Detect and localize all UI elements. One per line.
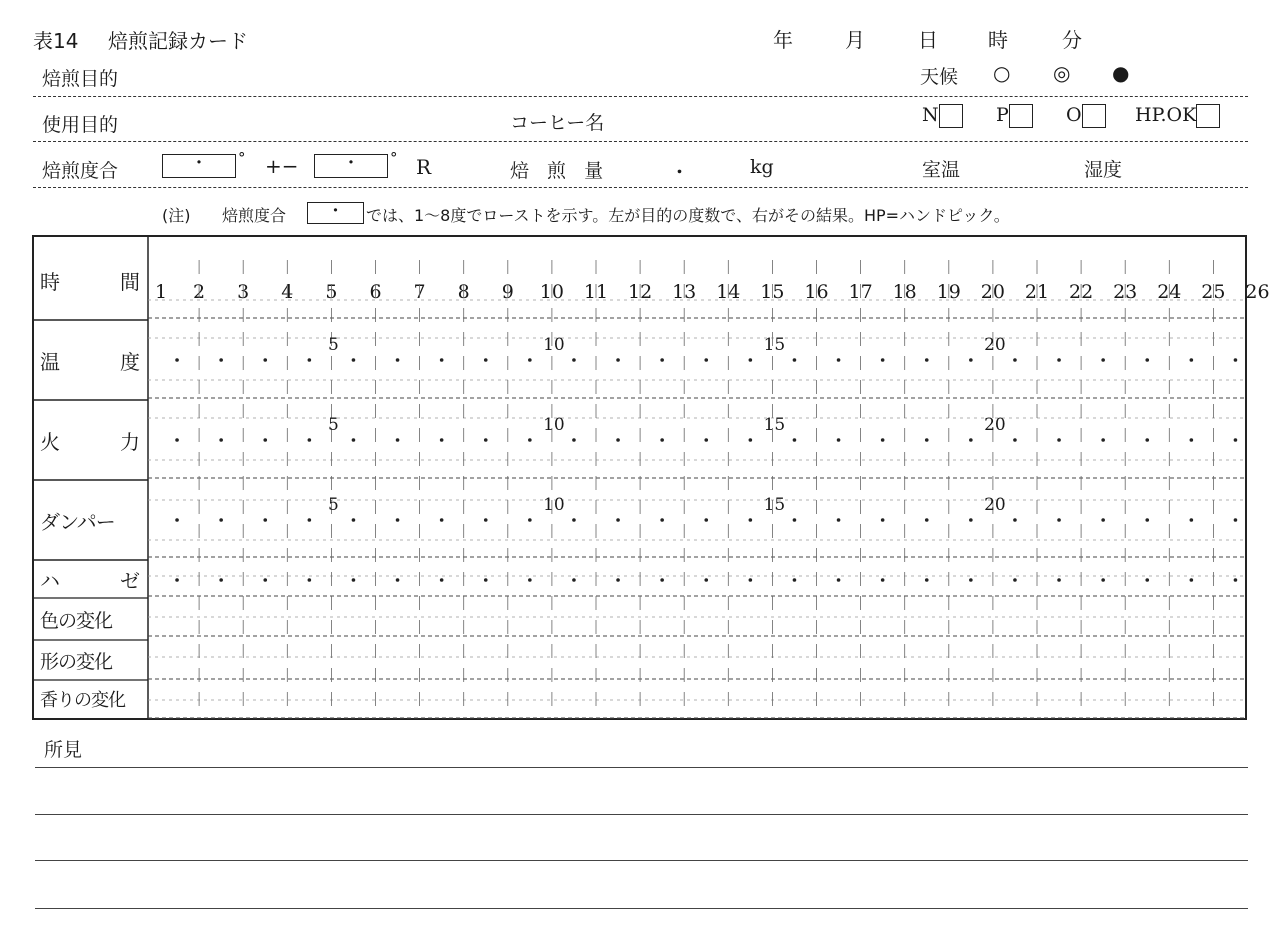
dot-guide-damper [263,518,267,522]
time-tick-label: 1 [155,281,168,303]
findings-label: 所見 [44,739,83,761]
dot-guide-temperature [528,358,532,362]
dot-guide-haze [969,578,973,582]
dot-guide-haze [1101,578,1105,582]
row-marker-label: 15 [763,495,786,515]
dot-guide-temperature [925,358,929,362]
weather-label: 天候 [920,66,959,88]
row-label-time-b: 間 [120,269,140,294]
note-text: では、1〜8度でローストを示す。左が目的の度数で、右がその結果。HP=ハンドピック。 [366,206,1010,225]
dot-guide-damper [749,518,753,522]
dot-guide-heat [440,438,444,442]
dot-guide-temperature [881,358,885,362]
note-example-box: ・ [307,202,364,224]
time-tick-label: 25 [1201,281,1226,303]
roast-degree-label: 焙煎度合 [42,160,119,182]
dot-guide-haze [1057,578,1061,582]
row-marker-label: 5 [327,335,339,355]
amount-decimal-dot: . [676,154,683,178]
time-tick-label: 6 [369,281,382,303]
time-tick-label: 15 [760,281,785,303]
degree-mark-1: ° [238,149,246,167]
checkbox-hp-ok-label: HP.OK [1135,104,1197,126]
coffee-name-label: コーヒー名 [510,112,605,134]
dot-guide-heat [308,438,312,442]
time-tick-label: 22 [1069,281,1094,303]
dot-guide-damper [440,518,444,522]
row-label-time-a: 時 [40,269,60,294]
row-label-temperature-a: 温 [40,349,60,374]
minute-label: 分 [1062,28,1082,52]
row-label-heat-a: 火 [40,429,60,454]
dot-guide-damper [793,518,797,522]
time-tick-label: 20 [980,281,1005,303]
time-tick-label: 21 [1024,281,1050,303]
dot-guide-temperature [749,358,753,362]
row-marker-label: 20 [984,415,1006,435]
dot-guide-temperature [1101,358,1105,362]
dot-guide-heat [969,438,973,442]
dot-guide-damper [925,518,929,522]
dot-guide-damper [1057,518,1061,522]
dot-guide-damper [1234,518,1238,522]
dot-guide-haze [572,578,576,582]
time-tick-label: 10 [539,281,564,303]
dot-guide-haze [484,578,488,582]
time-tick-label: 16 [804,281,829,303]
row-label-color-change-a: 色の変化 [40,609,113,632]
dot-guide-damper [352,518,356,522]
time-tick-label: 12 [628,281,653,303]
dot-guide-temperature [704,358,708,362]
dot-guide-haze [219,578,223,582]
dot-guide-haze [1145,578,1149,582]
time-tick-label: 2 [193,281,206,303]
degree-mark-2: ° [390,149,398,167]
r-label: R [416,155,432,179]
dot-guide-heat [484,438,488,442]
dot-guide-damper [308,518,312,522]
room-temp-label: 室温 [922,159,961,181]
row-marker-label: 10 [543,495,565,515]
dot-guide-temperature [263,358,267,362]
dot-guide-temperature [440,358,444,362]
dot-guide-heat [1234,438,1238,442]
dot-guide-haze [1190,578,1194,582]
dot-guide-haze [396,578,400,582]
roast-amount-label: 焙 煎 量 [510,160,610,182]
dot-guide-haze [308,578,312,582]
time-tick-label: 9 [501,281,514,303]
dot-guide-temperature [484,358,488,362]
dot-guide-haze [528,578,532,582]
dot-guide-heat [616,438,620,442]
dot-guide-damper [660,518,664,522]
dot-guide-haze [925,578,929,582]
row-marker-label: 10 [543,415,565,435]
dot-guide-temperature [1013,358,1017,362]
row-marker-label: 5 [327,415,339,435]
dot-guide-heat [219,438,223,442]
note-prefix: (注) [162,206,191,225]
weather-rain-icon[interactable]: ● [1112,61,1130,85]
result-degree-field[interactable]: ・ [314,154,388,178]
dot-guide-heat [837,438,841,442]
dot-guide-damper [837,518,841,522]
row-label-aroma-change-a: 香りの変化 [40,690,125,711]
roast-purpose-label: 焙煎目的 [42,68,119,90]
time-tick-label: 8 [457,281,470,303]
dot-guide-temperature [660,358,664,362]
row-marker-label: 10 [543,335,565,355]
dot-guide-heat [793,438,797,442]
findings-line-3[interactable] [35,860,1248,861]
dot-guide-temperature [793,358,797,362]
dot-guide-heat [925,438,929,442]
time-tick-label: 14 [716,281,741,303]
dot-guide-haze [660,578,664,582]
hour-label: 時 [988,28,1008,52]
time-tick-label: 19 [936,281,961,303]
time-tick-label: 7 [413,281,426,303]
year-label: 年 [773,28,793,52]
time-tick-label: 18 [892,281,917,303]
dot-guide-damper [396,518,400,522]
row-marker-label: 20 [984,335,1006,355]
card-title: 焙煎記録カード [108,29,248,53]
time-tick-label: 24 [1157,281,1182,303]
row-label-haze-b: ゼ [120,568,140,593]
dot-guide-haze [837,578,841,582]
findings-line-4[interactable] [35,908,1248,909]
findings-line-2[interactable] [35,814,1248,815]
dot-guide-haze [1013,578,1017,582]
dot-guide-temperature [837,358,841,362]
usage-purpose-label: 使用目的 [42,114,119,136]
time-tick-label: 26 [1245,281,1270,303]
dot-guide-temperature [1234,358,1238,362]
time-tick-label: 23 [1113,281,1138,303]
dot-guide-temperature [396,358,400,362]
dot-guide-heat [572,438,576,442]
dot-guide-heat [1145,438,1149,442]
dot-guide-haze [440,578,444,582]
dot-guide-heat [1057,438,1061,442]
dot-guide-haze [175,578,179,582]
dot-guide-heat [749,438,753,442]
row-label-damper-a: ダンパー [40,509,115,534]
dot-guide-damper [1145,518,1149,522]
dot-guide-temperature [175,358,179,362]
dot-guide-haze [881,578,885,582]
dot-guide-heat [1190,438,1194,442]
dot-guide-damper [1101,518,1105,522]
dot-guide-heat [175,438,179,442]
target-degree-field[interactable]: ・ [162,154,236,178]
plus-minus-label: +− [265,154,299,178]
dot-guide-haze [352,578,356,582]
findings-line-1[interactable] [35,767,1248,768]
dot-guide-haze [749,578,753,582]
note-label: 焙煎度合 [222,206,287,225]
dot-guide-temperature [219,358,223,362]
row-label-heat-b: 力 [120,429,140,454]
dot-guide-heat [1101,438,1105,442]
dot-guide-heat [396,438,400,442]
row-marker-label: 20 [984,495,1006,515]
dot-guide-damper [484,518,488,522]
dot-guide-heat [704,438,708,442]
row-marker-label: 5 [327,495,339,515]
month-label: 月 [845,28,865,52]
dot-guide-damper [881,518,885,522]
dot-guide-haze [1234,578,1238,582]
dot-guide-heat [1013,438,1017,442]
time-tick-label: 4 [281,281,294,303]
dot-guide-temperature [969,358,973,362]
dot-guide-haze [616,578,620,582]
dot-guide-heat [660,438,664,442]
checkbox-p-label: P [996,104,1009,126]
dot-guide-damper [528,518,532,522]
dot-guide-damper [175,518,179,522]
dot-guide-heat [263,438,267,442]
time-tick-label: 17 [848,281,873,303]
dot-guide-damper [219,518,223,522]
dot-guide-heat [528,438,532,442]
dot-guide-temperature [1057,358,1061,362]
dot-guide-temperature [352,358,356,362]
time-tick-label: 13 [672,281,697,303]
time-tick-label: 3 [237,281,250,303]
row-label-haze-a: ハ [40,568,60,593]
weather-cloudy-icon[interactable]: ◎ [1053,61,1071,85]
dot-guide-temperature [616,358,620,362]
humidity-label: 湿度 [1084,159,1123,181]
dot-guide-temperature [308,358,312,362]
dot-guide-heat [352,438,356,442]
row-marker-label: 15 [763,415,786,435]
dot-guide-temperature [1145,358,1149,362]
dot-guide-haze [793,578,797,582]
dot-guide-damper [572,518,576,522]
checkbox-o-label: O [1066,104,1082,126]
checkbox-n-label: N [922,104,939,126]
dot-guide-haze [263,578,267,582]
row-label-shape-change-a: 形の変化 [40,650,113,673]
weather-sunny-icon[interactable]: ○ [993,61,1011,85]
dot-guide-heat [881,438,885,442]
dot-guide-damper [704,518,708,522]
table-number: 表14 [33,29,79,53]
time-tick-label: 5 [325,281,338,303]
dot-guide-damper [1013,518,1017,522]
dot-guide-damper [616,518,620,522]
dot-guide-temperature [572,358,576,362]
amount-unit: kg [750,156,774,178]
day-label: 日 [918,28,938,52]
dot-guide-damper [1190,518,1194,522]
time-tick-label: 11 [583,281,609,303]
dot-guide-temperature [1190,358,1194,362]
dot-guide-damper [969,518,973,522]
dot-guide-haze [704,578,708,582]
row-marker-label: 15 [763,335,786,355]
row-label-temperature-b: 度 [120,349,140,374]
